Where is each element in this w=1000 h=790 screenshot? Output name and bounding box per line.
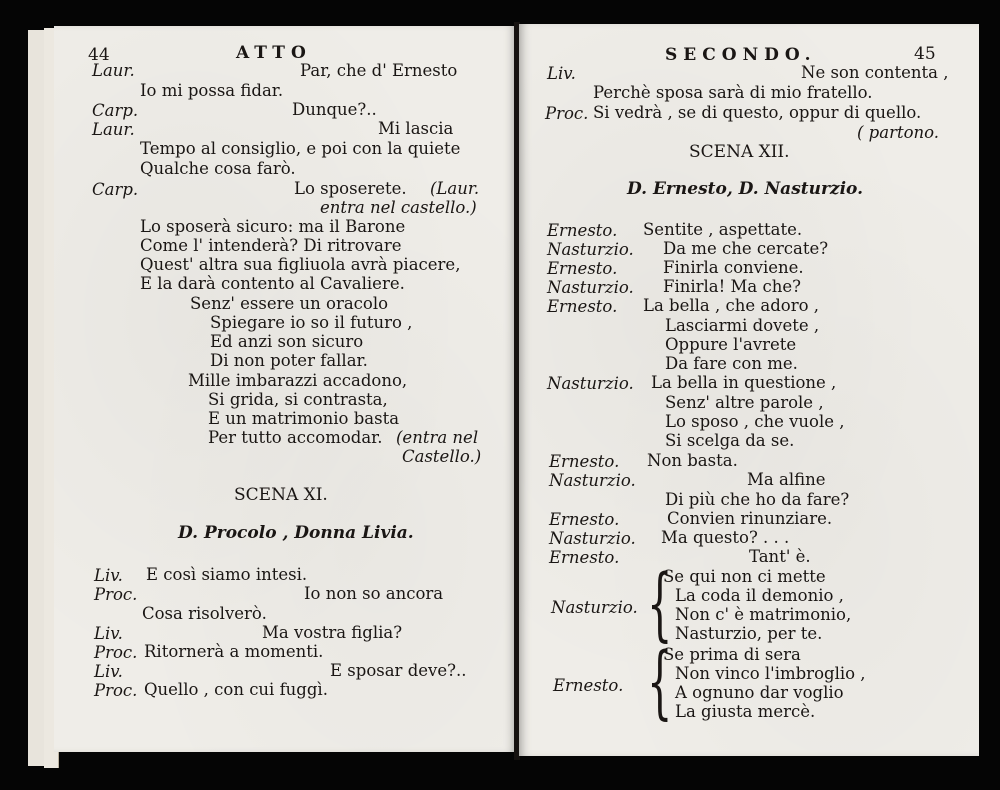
verse-line: Non c' è matrimonio, <box>675 605 852 624</box>
page-number: 44 <box>88 45 110 65</box>
speaker: Nasturzio. <box>549 471 636 490</box>
verse-line: Tempo al consiglio, e poi con la quiete <box>140 139 461 158</box>
speaker: Proc. <box>94 681 138 700</box>
scene-characters: D. Procolo , Donna Livia. <box>178 523 414 543</box>
verse-line: Lo sposerete. <box>294 179 407 198</box>
verse-line: E un matrimonio basta <box>208 409 400 428</box>
running-head: ATTO <box>236 43 312 63</box>
speaker: Ernesto. <box>553 676 624 695</box>
verse-line: Senz' essere un oracolo <box>190 294 389 313</box>
verse-line: Lasciarmi dovete , <box>665 316 820 335</box>
verse-line: Perchè sposa sarà di mio fratello. <box>593 83 873 102</box>
verse-line: Tant' è. <box>749 547 811 566</box>
page-number: 45 <box>914 44 936 64</box>
stage-direction: entra nel castello.) <box>320 198 477 217</box>
verse-line: Par, che d' Ernesto <box>300 61 458 80</box>
speaker: Laur. <box>92 61 135 80</box>
verse-line: Per tutto accomodar. <box>208 428 383 447</box>
verse-line: Nasturzio, per te. <box>675 624 823 643</box>
verse-line: Io mi possa fidar. <box>140 81 284 100</box>
verse-line: A ognuno dar voglio <box>675 683 844 702</box>
verse-line: La giusta mercè. <box>675 702 816 721</box>
speaker: Ernesto. <box>547 221 618 240</box>
verse-line: Finirla conviene. <box>663 258 804 277</box>
verse-line: Ne son contenta , <box>801 63 949 82</box>
verse-line: Cosa risolverò. <box>142 604 267 623</box>
verse-line: Finirla! Ma che? <box>663 277 801 296</box>
verse-line: Non basta. <box>647 451 738 470</box>
speaker: Nasturzio. <box>547 240 634 259</box>
speaker: Nasturzio. <box>551 598 638 617</box>
speaker: Nasturzio. <box>547 374 634 393</box>
stage-direction: ( partono. <box>857 123 940 142</box>
verse-line: Ma vostra figlia? <box>262 623 403 642</box>
left-brace-icon: { <box>647 557 673 650</box>
speaker: Proc. <box>94 585 138 604</box>
verse-line: Ma alfine <box>747 470 826 489</box>
verse-line: Spiegare io so il futuro , <box>210 313 413 332</box>
speaker: Nasturzio. <box>549 529 636 548</box>
scene-title: SCENA XI. <box>234 485 328 505</box>
speaker: Ernesto. <box>547 259 618 278</box>
verse-line: Se prima di sera <box>663 645 801 664</box>
verse-line: E sposar deve?.. <box>330 661 467 680</box>
verse-line: Si grida, si contrasta, <box>208 390 388 409</box>
left-page <box>54 26 516 752</box>
speaker: Proc. <box>94 643 138 662</box>
verse-line: La bella in questione , <box>651 373 837 392</box>
verse-line: Di più che ho da fare? <box>665 490 850 509</box>
scene-title: SCENA XII. <box>689 142 790 162</box>
speaker: Ernesto. <box>547 297 618 316</box>
speaker: Proc. <box>545 104 589 123</box>
verse-line: Non vinco l'imbroglio , <box>675 664 866 683</box>
verse-line: Qualche cosa farò. <box>140 159 296 178</box>
verse-line: Quest' altra sua figliuola avrà piacere, <box>140 255 461 274</box>
scene-characters: D. Ernesto, D. Nasturzio. <box>627 179 863 199</box>
speaker: Carp. <box>92 180 139 199</box>
verse-line: Mi lascia <box>378 119 454 138</box>
stage-direction: (entra nel <box>396 428 479 447</box>
verse-line: Lo sposo , che vuole , <box>665 412 845 431</box>
speaker: Ernesto. <box>549 452 620 471</box>
speaker: Liv. <box>94 662 123 681</box>
verse-line: E la darà contento al Cavaliere. <box>140 274 405 293</box>
speaker: Ernesto. <box>549 548 620 567</box>
right-page <box>519 24 979 756</box>
verse-line: Ed anzi son sicuro <box>210 332 364 351</box>
stage-direction: Castello.) <box>402 447 482 466</box>
verse-line: Mille imbarazzi accadono, <box>188 371 408 390</box>
verse-line: Ritornerà a momenti. <box>144 642 324 661</box>
verse-line: Sentite , aspettate. <box>643 220 803 239</box>
verse-line: Si scelga da se. <box>665 431 795 450</box>
verse-line: Dunque?.. <box>292 100 377 119</box>
speaker: Liv. <box>547 64 576 83</box>
verse-line: Quello , con cui fuggì. <box>144 680 328 699</box>
verse-line: Io non so ancora <box>304 584 444 603</box>
speaker: Ernesto. <box>549 510 620 529</box>
speaker: Liv. <box>94 624 123 643</box>
left-brace-icon: { <box>647 635 673 728</box>
verse-line: E così siamo intesi. <box>146 565 308 584</box>
speaker: Carp. <box>92 101 139 120</box>
speaker: Laur. <box>92 120 135 139</box>
verse-line: La coda il demonio , <box>675 586 844 605</box>
running-head: SECONDO. <box>665 45 817 65</box>
stage-direction: (Laur. <box>430 179 480 198</box>
speaker: Liv. <box>94 566 123 585</box>
verse-line: La bella , che adoro , <box>643 296 820 315</box>
verse-line: Come l' intenderà? Di ritrovare <box>140 236 402 255</box>
verse-line: Ma questo? . . . <box>661 528 790 547</box>
verse-line: Oppure l'avrete <box>665 335 797 354</box>
verse-line: Senz' altre parole , <box>665 393 824 412</box>
verse-line: Convien rinunziare. <box>667 509 833 528</box>
verse-line: Da fare con me. <box>665 354 798 373</box>
speaker: Nasturzio. <box>547 278 634 297</box>
verse-line: Si vedrà , se di questo, oppur di quello. <box>593 103 922 122</box>
verse-line: Lo sposerà sicuro: ma il Barone <box>140 217 406 236</box>
verse-line: Di non poter fallar. <box>210 351 368 370</box>
verse-line: Se qui non ci mette <box>663 567 826 586</box>
verse-line: Da me che cercate? <box>663 239 829 258</box>
